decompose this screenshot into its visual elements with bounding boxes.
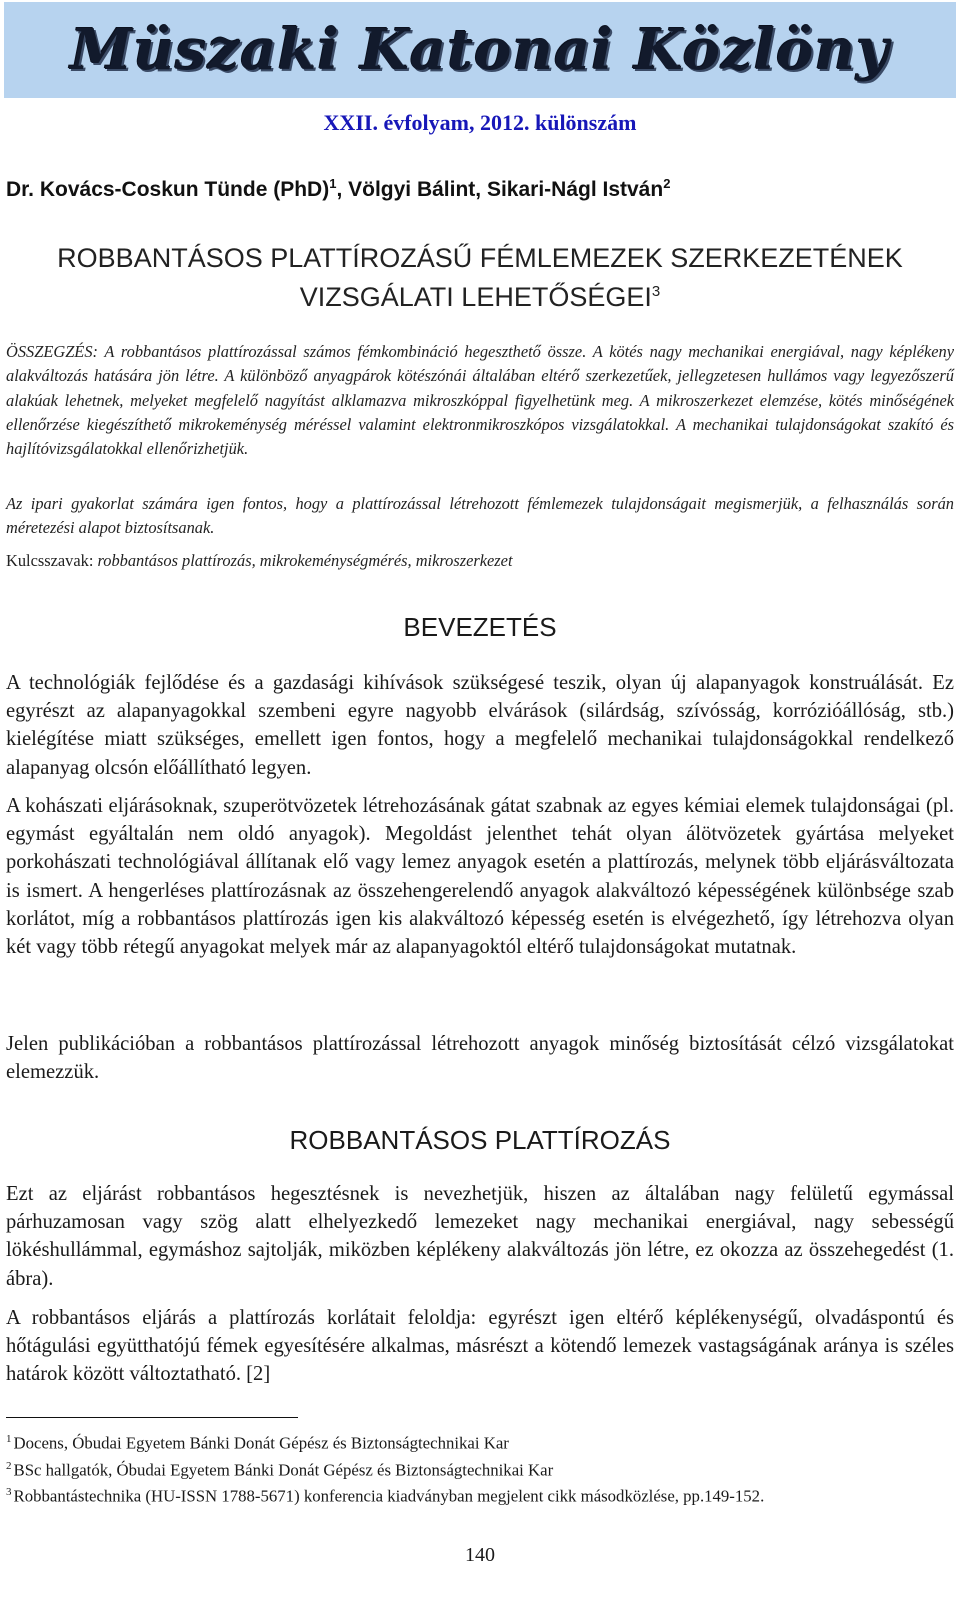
method-paragraph-2: A robbantásos eljárás a plattírozás korlátait feloldja: egyrészt igen eltérő képlékenységű, olvadáspontú és hőtágulási együtthatójú fémek egyesítésére alkalmas, másrészt a kötendő lemezek vastagságának aránya is széles határok között változtatható. [2] xyxy=(6,1307,954,1386)
page-number: 140 xyxy=(465,1544,495,1566)
footnote-2 xyxy=(6,1455,956,1482)
abstract-paragraph-2: Az ipari gyakorlat számára igen fontos, hogy a plattírozással létrehozott fémlemezek tulajdonságait megismerjük, a felhasználás során méretezési alapot biztosítsanak. xyxy=(6,494,954,538)
method-paragraph-1: Ezt az eljárást robbantásos hegesztésnek is nevezhetjük, hiszen az általában nagy felületű egymással párhuzamosan vagy szög alatt elhelyezkedő lemezeket nagy mechanikai energiával, nagy sebességű lökéshullámmal, egymáshoz sajtolják, miközben képlékeny alakváltozás jön létre, ez okozza az összehegedést (1. ábra). xyxy=(6,1183,954,1290)
footnote-3 xyxy=(6,1481,956,1508)
footnote-text: Docens, Óbudai Egyetem Bánki Donát Gépész és Biztonságtechnikai Kar xyxy=(13,1433,509,1453)
author-line xyxy=(6,176,956,202)
footnote-divider xyxy=(6,1417,298,1418)
intro-paragraph-1: A technológiák fejlődése és a gazdasági kihívások szükségesé teszik, olyan új alapanyagok konstruálását. Ez egyrészt az alapanyagokkal szembeni egyre nagyobb elvárások (silárdság, szívósság, korrózióállóság, stb.) kielégítése miatt szükséges, emellett igen fontos, hogy a megfelelő mechanikai tulajdonságokkal rendelkező alapanyag olcsón előállítható legyen. xyxy=(6,672,954,779)
section-heading-method: ROBBANTÁSOS PLATTÍROZÁS xyxy=(289,1125,671,1155)
keywords-value: robbantásos plattírozás, mikrokeménységmérés, mikroszerkezet xyxy=(97,551,513,570)
abstract xyxy=(6,340,954,461)
author-text-1: Dr. Kovács-Coskun Tünde (PhD) xyxy=(6,178,330,201)
abstract-2 xyxy=(6,492,954,541)
footnotes xyxy=(6,1428,956,1508)
author-sup-2: 2 xyxy=(663,176,671,191)
title-line-1: ROBBANTÁSOS PLATTÍROZÁSŰ FÉMLEMEZEK SZERKEZETÉNEK xyxy=(57,243,903,273)
journal-banner xyxy=(4,2,956,98)
title-line-2: VIZSGÁLATI LEHETŐSÉGEI xyxy=(299,282,652,312)
footnote-number: 2 xyxy=(6,1459,12,1472)
footnote-text: Robbantástechnika (HU-ISSN 1788-5671) konferencia kiadványban megjelent cikk másodközlése, pp.149-152. xyxy=(13,1486,765,1506)
issue-line: XXII. évfolyam, 2012. különszám xyxy=(323,110,637,135)
author-text-2: , Völgyi Bálint, Sikari-Nágl István xyxy=(336,178,664,201)
title-line-2-wrap xyxy=(0,275,960,314)
intro-paragraph-3: Jelen publikációban a robbantásos plattírozással létrehozott anyagok minőség biztosítását célzó vizsgálatokat elemezzük. xyxy=(6,1033,954,1084)
footnote-number: 1 xyxy=(6,1433,12,1445)
keywords-label: Kulcsszavak: xyxy=(6,551,98,570)
footnote-1 xyxy=(6,1428,956,1455)
keywords xyxy=(6,551,954,571)
article-title xyxy=(0,242,960,314)
journal-logo-text: Müszaki Katonai Közlöny xyxy=(70,17,890,83)
abstract-paragraph-1: ÖSSZEGZÉS: A robbantásos plattírozással számos fémkombináció hegeszthető össze. A kötés nagy mechanikai energiával, nagy képlékeny alakváltozás hatására jön létre. A különböző anyagpárok kötészónái általában eltérő szerkezetűek, jellegzetesen hullámos vagy legyezőszerű alakúak lehetnek, melyeket megfelelő nagyítást alklamazva mikroszkóppal figyelhetünk meg. A mikroszerkezet elemzése, kötés minőségének ellenőrzése kiegészíthető mikrokeménység méréssel valamint elektronmikroszkópos vizsgálatokkal. A mechanikai tulajdonságokat szakító és hajlítóvizsgálatokkal ellenőrizhetjük. xyxy=(6,342,954,459)
author-sup-1: 1 xyxy=(329,176,337,191)
footnote-number: 3 xyxy=(6,1486,12,1499)
intro-paragraph-2: A kohászati eljárásoknak, szuperötvözetek létrehozásának gátat szabnak az egyes kémiai elemek tulajdonságai (pl. egymást egyáltalán nem oldó anyagok). Megoldást jelenthet tehát olyan álötvözetek gyártása melyeket porkohászati technológiával állítanak elő vagy lemez anyagok esetén a plattírozás, melynek több eljárásváltozata is ismert. A hengerléses plattírozásnak az összehengerelendő anyagok alakváltozó képességének különbsége szab korlátot, míg a robbantásos plattírozás igen kis alakváltozó képesség esetén is elvégezhető, így létrehozva olyan két vagy több rétegű anyagokat melyek már az alapanyagoktól eltérő tulajdonságokat mutatnak. xyxy=(6,795,954,959)
section-heading-intro: BEVEZETÉS xyxy=(403,612,557,642)
title-sup: 3 xyxy=(651,283,661,300)
footnote-text: BSc hallgatók, Óbudai Egyetem Bánki Donát Gépész és Biztonságtechnikai Kar xyxy=(13,1460,554,1480)
